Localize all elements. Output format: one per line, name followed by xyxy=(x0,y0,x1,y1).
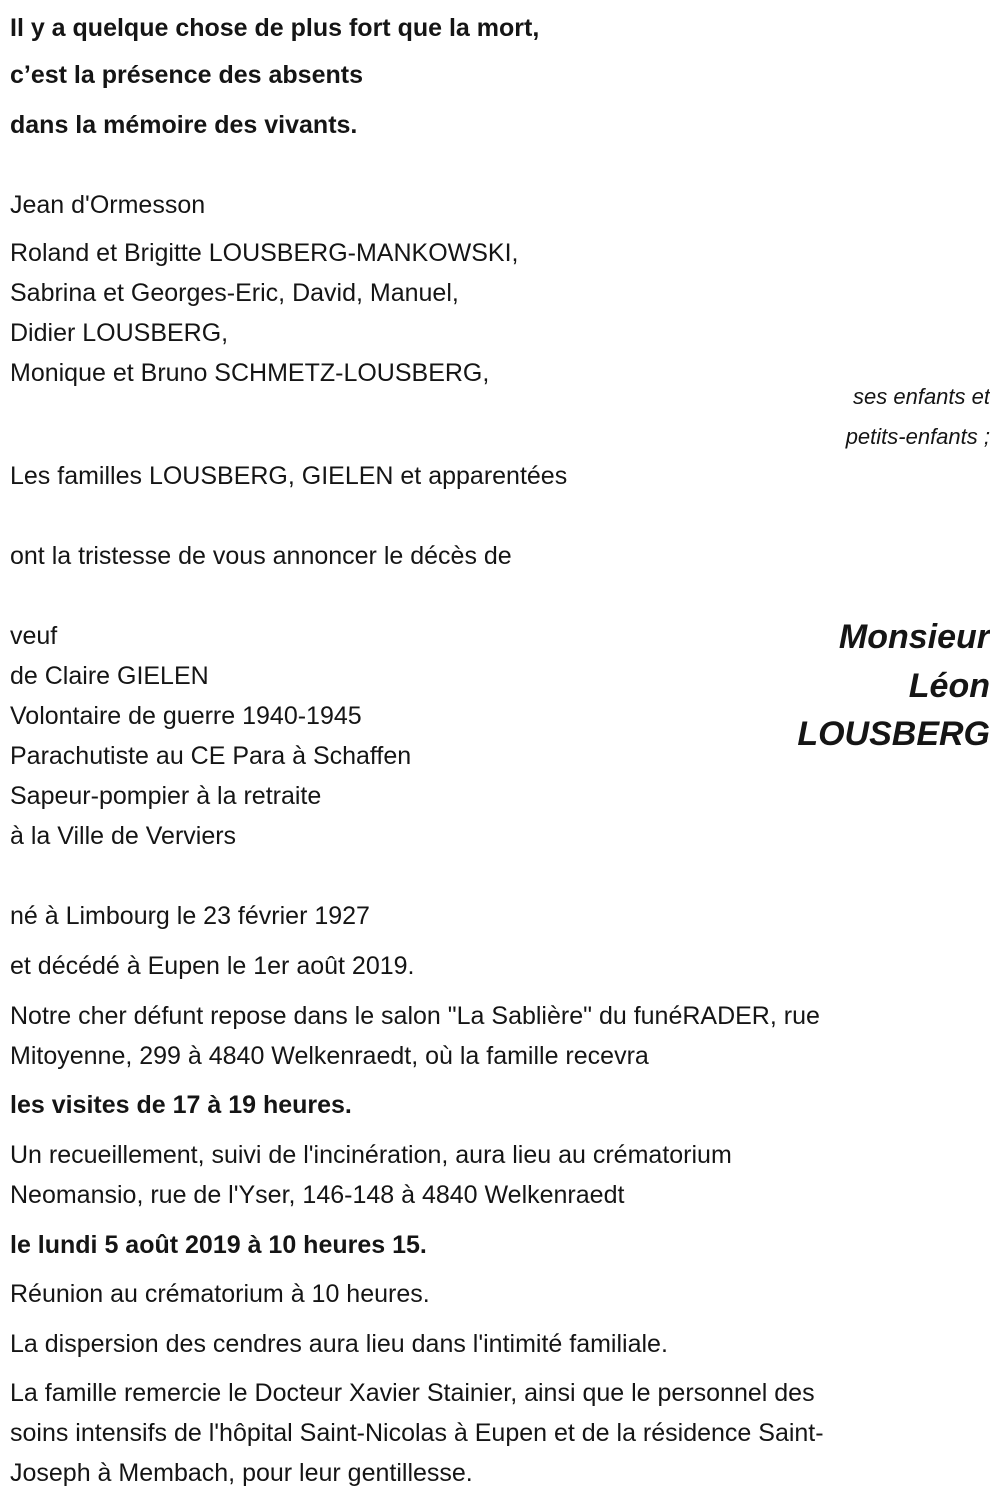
wake-line: Notre cher défunt repose dans le salon "La Sablière" du funéRADER, rue xyxy=(10,1002,820,1030)
quote-line: c’est la présence des absents xyxy=(10,61,363,89)
deceased-last-name: LOUSBERG xyxy=(797,715,990,753)
family-line: Monique et Bruno SCHMETZ-LOUSBERG, xyxy=(10,359,490,387)
ceremony-line: Neomansio, rue de l'Yser, 146-148 à 4840 Welkenraedt xyxy=(10,1181,625,1209)
family-others: Les familles LOUSBERG, GIELEN et apparentées xyxy=(10,462,568,490)
meeting-line: Réunion au crématorium à 10 heures. xyxy=(10,1280,430,1308)
quote-line: dans la mémoire des vivants. xyxy=(10,111,358,139)
ceremony-date: le lundi 5 août 2019 à 10 heures 15. xyxy=(10,1231,427,1259)
quote-author: Jean d'Ormesson xyxy=(10,191,206,219)
deceased-detail: Volontaire de guerre 1940-1945 xyxy=(10,702,362,730)
family-line: Roland et Brigitte LOUSBERG-MANKOWSKI, xyxy=(10,239,519,267)
deceased-detail: à la Ville de Verviers xyxy=(10,822,237,850)
birth-line: né à Limbourg le 23 février 1927 xyxy=(10,902,370,930)
family-relation: ses enfants et xyxy=(853,384,990,409)
wake-line: Mitoyenne, 299 à 4840 Welkenraedt, où la famille recevra xyxy=(10,1042,649,1070)
deceased-detail: de Claire GIELEN xyxy=(10,662,209,690)
family-line: Sabrina et Georges-Eric, David, Manuel, xyxy=(10,279,459,307)
thanks-line: soins intensifs de l'hôpital Saint-Nicolas à Eupen et de la résidence Saint- xyxy=(10,1419,824,1447)
quote-line: Il y a quelque chose de plus fort que la mort, xyxy=(10,14,540,42)
thanks-line: Joseph à Membach, pour leur gentillesse. xyxy=(10,1459,473,1487)
thanks-line: La famille remercie le Docteur Xavier Stainier, ainsi que le personnel des xyxy=(10,1379,815,1407)
deceased-first-name: Léon xyxy=(908,667,990,705)
death-line: et décédé à Eupen le 1er août 2019. xyxy=(10,952,415,980)
deceased-title: Monsieur xyxy=(838,618,990,656)
deceased-detail: veuf xyxy=(10,622,58,650)
family-line: Didier LOUSBERG, xyxy=(10,319,229,347)
family-relation: petits-enfants ; xyxy=(845,424,990,449)
ceremony-line: Un recueillement, suivi de l'incinération, aura lieu au crématorium xyxy=(10,1141,732,1169)
announcement: ont la tristesse de vous annoncer le décès de xyxy=(10,542,512,570)
ashes-line: La dispersion des cendres aura lieu dans l'intimité familiale. xyxy=(10,1330,668,1358)
wake-hours: les visites de 17 à 19 heures. xyxy=(10,1091,352,1119)
deceased-detail: Sapeur-pompier à la retraite xyxy=(10,782,322,810)
deceased-detail: Parachutiste au CE Para à Schaffen xyxy=(10,742,412,770)
